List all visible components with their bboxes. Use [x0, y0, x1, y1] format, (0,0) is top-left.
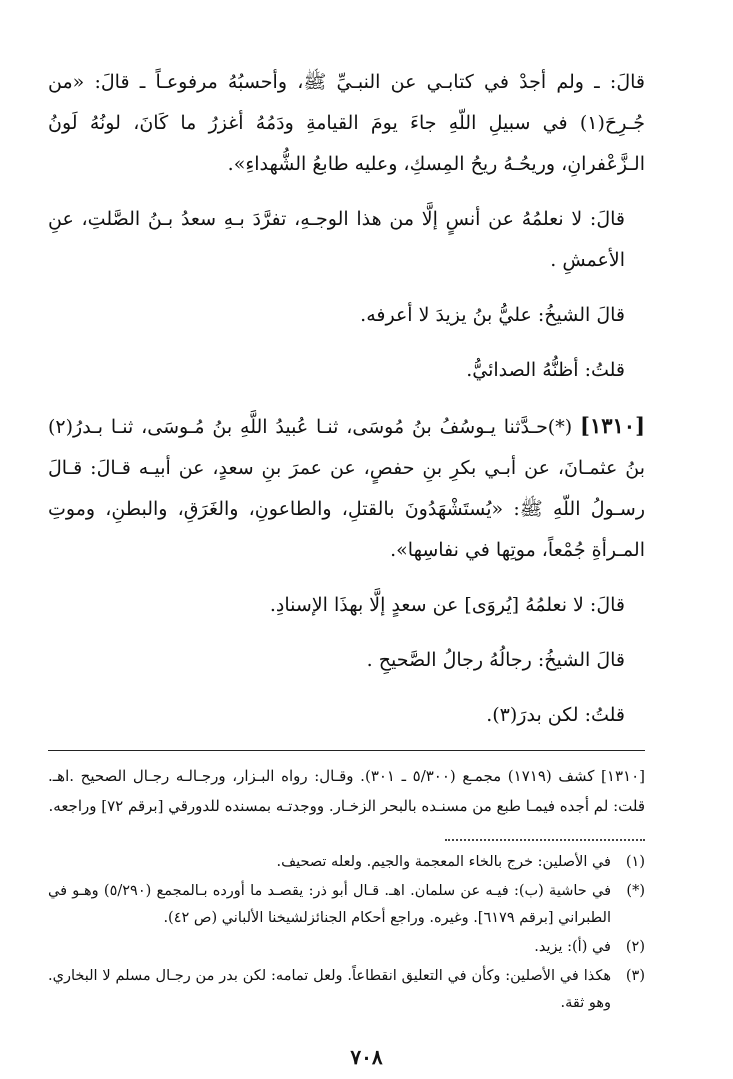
footnote-text: هكذا في الأصلين: وكأن في التعليق انقطاعاً. ولعل تمامه: لكن بدر من رجـال مسلم لا البخاري. وهو ثقة. [48, 968, 611, 1011]
footnote-separator [445, 839, 645, 841]
paragraph-hadith-1310 [48, 405, 645, 571]
paragraph-comment-author: قلتُ: أظنُّهُ الصدائيُّ. [466, 359, 625, 381]
footnote-item [48, 934, 645, 961]
paragraph-hadith-text: قالَ: ـ ولم أجدْ في كتابـي عن النبـيِّ ﷺ، وأحسبُهُ مرفوعـاً ـ قالَ: «من جُـرِحَ(١) في سبيلِ اللّهِ جاءَ يومَ القيامةِ ودَمُهُ أغزرُ ما كَانَ، لونُهُ لَونُ الـزَّعْفرانِ، وريحُـهُ ريحُ المِسكِ، وعليه طابعُ الشُّهداءِ». [48, 71, 645, 175]
paragraph-comment-bazzar: قالَ: لا نعلمُهُ عن أنسٍ إلَّا من هذا الوجـهِ، تفرَّدَ بـهِ سعدُ بـنُ الصَّلتِ، عنِ الأعمشِ . [48, 208, 625, 271]
footnote-mark: (٣) [625, 968, 645, 984]
main-text [48, 62, 645, 736]
footnote-item [48, 878, 645, 932]
takhrij-separator [48, 750, 645, 751]
takhrij-note: [١٣١٠] كشف (١٧١٩) مجمـع (٥/٣٠٠ ـ ٣٠١). وقـال: رواه البـزار، ورجـالـه رجـال الصحيح .اهـ. قلت: لم أجده فيمـا طبع من مسنـده بالبحر الزخـار. ووجدتـه بمسنده للدورقي [برقم ٧٢] وراجعه. [48, 767, 645, 815]
footnotes [48, 849, 645, 1017]
hadith-number: [١٣١٠] [580, 413, 645, 438]
paragraph-comment-shaykh: قالَ الشيخُ: عليُّ بنُ يزيدَ لا أعرفه. [360, 304, 625, 326]
book-page [48, 62, 645, 1039]
footnote-mark: (*) [626, 883, 645, 899]
paragraph-comment-bazzar-2: قالَ: لا نعلمُهُ [يُروَى] عن سعدٍ إلَّا بهذَا الإسنادِ. [269, 594, 625, 616]
page-number: ٧٠٨ [350, 1045, 383, 1069]
footnote-mark: (٢) [625, 939, 645, 955]
paragraph-comment-author-2: قلتُ: لكن بدرَ(٣). [486, 704, 625, 726]
footnote-mark: (١) [625, 854, 645, 870]
footnote-text: في حاشية (ب): فيـه عن سلمان. اهـ. قـال أبو ذر: يقصـد ما أورده بـالمجمع (٥/٢٩٠) وهـو في الطبراني [برقم ٦١٧٩]. وغيره. وراجع أحكام الجنائزلشيخنا الألباني (ص ٤٢). [48, 883, 611, 926]
footnote-text: في الأصلين: خرج بالخاء المعجمة والجيم. ولعله تصحيف. [276, 854, 611, 870]
footnote-item [48, 963, 645, 1017]
footnote-text: في (أ): يزيد. [534, 939, 611, 955]
paragraph-comment-shaykh-2: قالَ الشيخُ: رجالُهُ رجالُ الصَّحيحِ . [366, 649, 625, 671]
hadith-text: (*)حـدَّثنا يـوسُفُ بنُ مُوسَى، ثنـا عُبيدُ اللَّهِ بنُ مُـوسَى، ثنـا بـدرُ(٢) بنُ عثمـانَ، عن أبـي بكرِ بنِ حفصٍ، عن عمرَ بنِ سعدٍ، عن أبيـه قـالَ: قـالَ رسـولُ اللّهِ ﷺ: «يُستَشْهَدُونَ بالقتلِ، والطاعونِ، والغَرَقِ، والبطنِ، وموتِ المـرأةِ جُمْعاً، موتِها في نفاسِها». [48, 416, 645, 561]
footnote-item [48, 849, 645, 876]
